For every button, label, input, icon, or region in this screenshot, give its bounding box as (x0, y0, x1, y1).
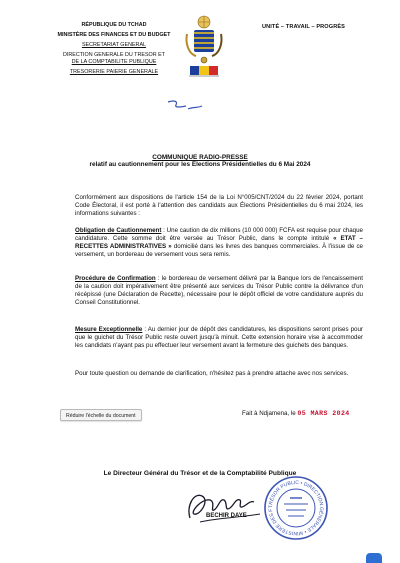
paragraph-cautionnement (53, 227, 363, 259)
national-motto: UNITÉ – TRAVAIL – PROGRÈS (262, 24, 345, 30)
date-stamp: 05 MARS 2024 (297, 410, 350, 417)
header-treasury: TRESORERIE PAIERIE GENERALE (69, 69, 159, 75)
heading-confirmation: Procédure de Confirmation (75, 275, 156, 282)
header-republic: RÉPUBLIQUE DU TCHAD (81, 22, 147, 28)
communique-subtitle: relatif au cautionnement pour les Élections Présidentielles du 6 Mai 2024 (89, 161, 311, 168)
text-cautionnement-a: : Une caution de dix millions (10 000 000) FCFA est requise pour chaque candidature. Cette somme doit être versée au Trésor Public, dans le compte intitulé (75, 227, 363, 243)
place-text: Fait à Ndjamena, le (242, 410, 298, 417)
initials-mark (164, 98, 206, 114)
text-cautionnement-b: domicilié dans les livres des banques commerciales. À l'issue de ce versement, un bordereau de versement vous sera remis. (75, 243, 363, 259)
header-direction-line2: DE LA COMPTABILITE PUBLIQUE (71, 59, 157, 65)
communique-title: COMMUNIQUE RADIO-PRESSE (152, 154, 248, 161)
signatory-name: BECHIR DAYE (206, 513, 247, 519)
coat-of-arms-icon (183, 10, 225, 84)
paragraph-confirmation (53, 275, 363, 307)
header-secretariat: SECRETARIAT GENERAL (81, 42, 147, 48)
account-name: « ETAT – RECETTES ADMINISTRATIVES » (75, 235, 363, 251)
stamp-ring-text: TRÉSOR PUBLIC • DIRECTION GÉNÉRALE • MINISTÈRE DES F (267, 479, 325, 537)
header-ministry: MINISTÈRE DES FINANCES ET DU BUDGET (57, 32, 171, 38)
letterhead-left (44, 22, 184, 76)
text-confirmation: : le bordereau de versement délivré par la Banque lors de l'encaissement de la caution doit impérativement être présenté aux services du Trésor Public contre la délivrance d'un récépissé (une Déclaration de Recette), nécessaire pour le dépôt officiel de votre candidature auprès du Conseil Constitutionnel. (75, 275, 364, 307)
heading-exceptionnelle: Mesure Exceptionnelle (75, 326, 143, 333)
heading-cautionnement: Obligation de Cautionnement (75, 227, 162, 234)
signatory-title: Le Directeur Général du Trésor et de la Comptabilité Publique (103, 470, 297, 477)
official-stamp-icon (262, 474, 330, 542)
text-exceptionnelle: : Au dernier jour de dépôt des candidatures, les dispositions seront prises pour que le guichet du Trésor Public reste ouvert jusqu'à minuit. Cette extension horaire vise à accommoder les candidats n'ayant pas pu effectuer leur versement avant la fermeture des guichets des banques. (75, 326, 363, 350)
scroll-corner-badge[interactable] (366, 553, 382, 563)
reduce-scale-button[interactable]: Réduire l'échelle du document (60, 409, 142, 421)
intro-paragraph: Conformément aux dispositions de l'article 154 de la Loi N°005/CNT/2024 du 22 février 2024, portant Code Électoral, il est porté à l'attention des candidats aux Élections Présidentielles du 6 mai 2024, les informations suivantes : (75, 194, 363, 218)
closing-paragraph: Pour toute question ou demande de clarification, n'hésitez pas à prendre attache avec nos services. (75, 370, 349, 377)
place-and-date (242, 410, 350, 417)
header-direction-line1: DIRECTION GENERALE DU TRESOR ET (62, 52, 166, 58)
paragraph-exceptionnelle (53, 326, 363, 350)
